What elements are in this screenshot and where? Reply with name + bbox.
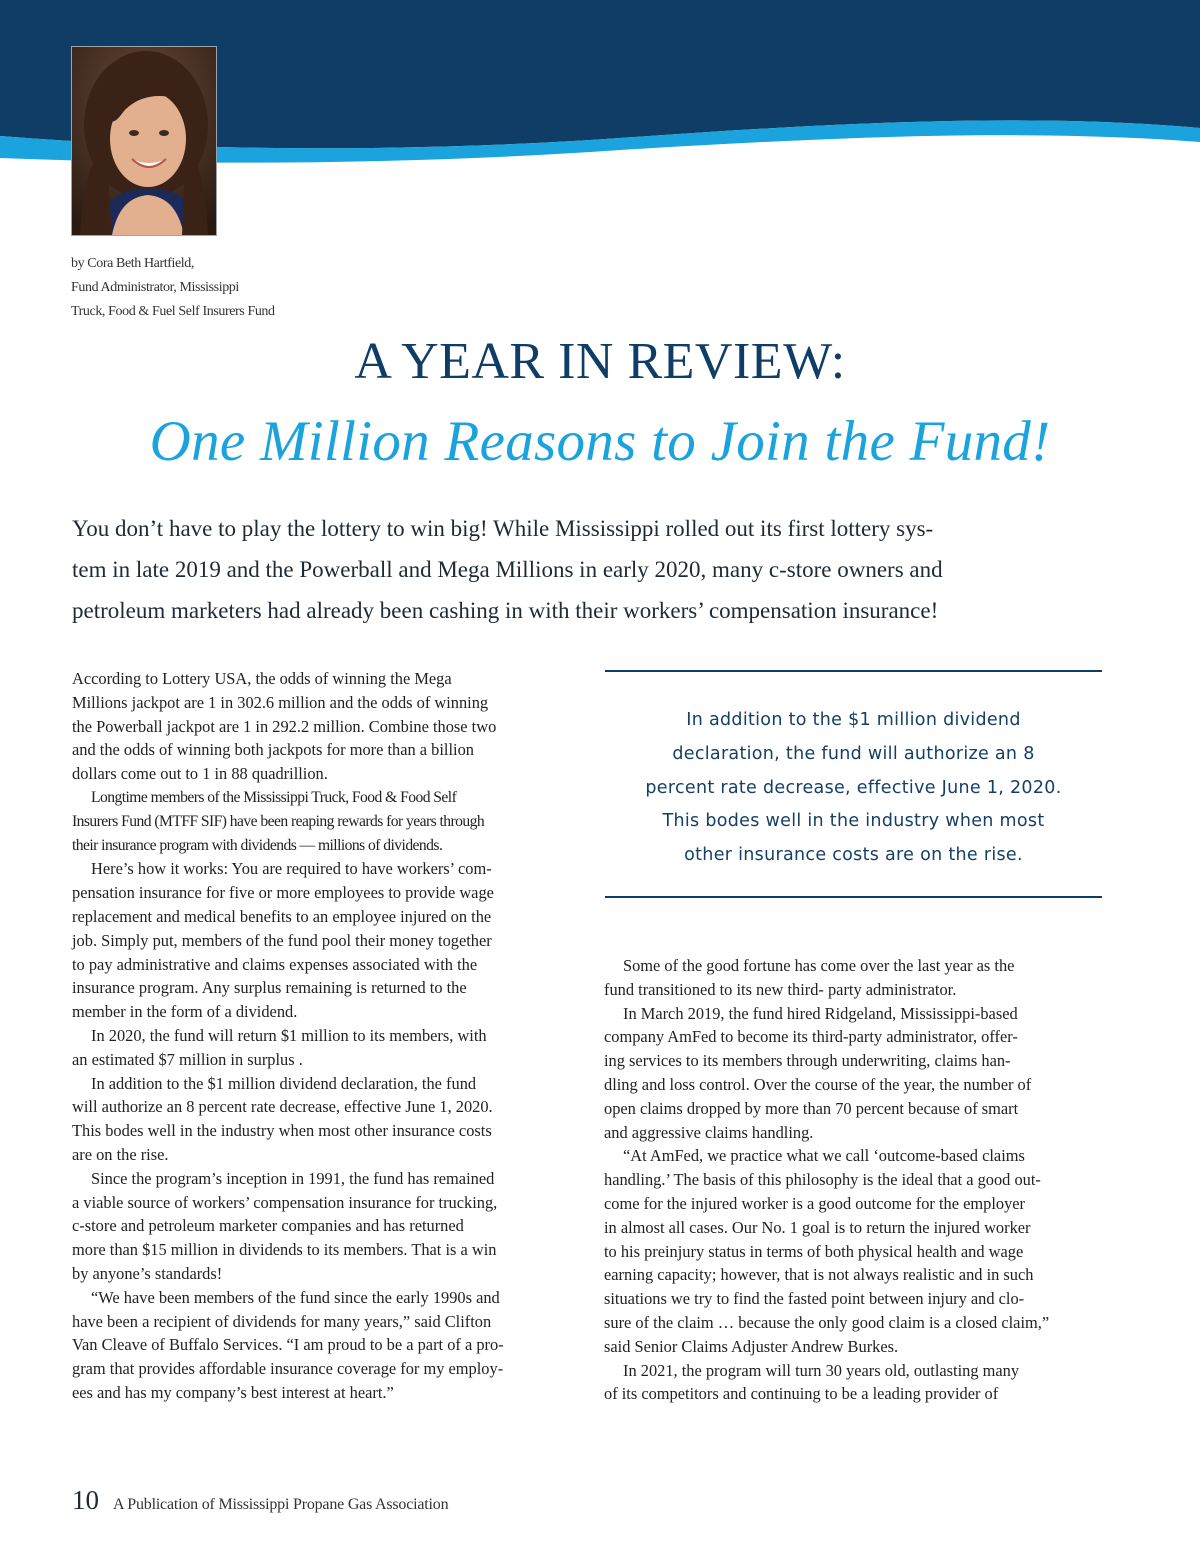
body-line: Here’s how it works: You are required to have workers’ com- <box>91 859 492 879</box>
body-line: and aggressive claims handling. <box>604 1122 814 1142</box>
byline-author: by Cora Beth Hartfield, <box>71 256 194 271</box>
body-line: by anyone’s standards! <box>72 1263 223 1283</box>
body-line: are on the rise. <box>72 1144 169 1164</box>
body-line: to pay administrative and claims expenses associated with the <box>72 954 478 974</box>
body-line: more than $15 million in dividends to its members. That is a win <box>72 1240 497 1260</box>
page-subtitle: One Million Reasons to Join the Fund! <box>149 410 1051 473</box>
body-line: to his preinjury status in terms of both physical health and wage <box>604 1241 1024 1261</box>
body-line: the Powerball jackpot are 1 in 292.2 million. Combine those two <box>72 716 497 736</box>
body-line: job. Simply put, members of the fund pool their money together <box>72 930 492 950</box>
body-line: open claims dropped by more than 70 percent because of smart <box>604 1098 1019 1118</box>
body-line: Some of the good fortune has come over the last year as the <box>623 956 1015 975</box>
body-line: and the odds of winning both jackpots for more than a billion <box>72 740 474 760</box>
body-line: Longtime members of the Mississippi Truck, Food & Food Self <box>91 788 457 806</box>
body-line: dling and loss control. Over the course of the year, the number of <box>604 1074 1032 1094</box>
body-line: Millions jackpot are 1 in 302.6 million and the odds of winning <box>72 692 489 712</box>
body-line: replacement and medical benefits to an employee injured on the <box>72 906 492 926</box>
body-line: in almost all cases. Our No. 1 goal is to return the injured worker <box>604 1217 1031 1237</box>
body-line: said Senior Claims Adjuster Andrew Burkes. <box>604 1336 899 1356</box>
body-line: c-store and petroleum marketer companies and has returned <box>72 1216 464 1236</box>
body-line: Van Cleave of Buffalo Services. “I am proud to be a part of a pro- <box>72 1335 504 1355</box>
body-line: situations we try to find the fasted point between injury and clo- <box>604 1289 1025 1309</box>
body-line: In March 2019, the fund hired Ridgeland, Mississippi-based <box>623 1003 1018 1023</box>
intro-paragraph <box>72 508 1132 631</box>
page-number: 10 <box>72 1485 99 1515</box>
publication-name: A Publication of Mississippi Propane Gas Association <box>113 1496 449 1513</box>
body-line: earning capacity; however, that is not always realistic and in such <box>604 1265 1034 1285</box>
body-line: of its competitors and continuing to be a leading provider of <box>604 1384 999 1404</box>
body-line: pensation insurance for five or more employees to provide wage <box>72 883 494 903</box>
right-column <box>604 954 1104 1406</box>
page-footer <box>72 1485 772 1525</box>
pull-quote-text <box>605 704 1102 873</box>
body-line: gram that provides affordable insurance coverage for my employ- <box>72 1359 504 1379</box>
body-line: “We have been members of the fund since the early 1990s and <box>91 1287 500 1307</box>
pull-quote <box>605 670 1102 898</box>
author-portrait-icon <box>72 47 216 235</box>
left-column <box>72 667 572 1405</box>
pull-quote-line: In addition to the $1 million dividend <box>686 710 1021 730</box>
body-line: In 2020, the fund will return $1 million to its members, with <box>91 1025 487 1045</box>
body-line: member in the form of a dividend. <box>72 1002 298 1022</box>
body-line: have been a recipient of dividends for many years,” said Clifton <box>72 1311 492 1331</box>
body-line: come for the injured worker is a good outcome for the employer <box>604 1193 1026 1213</box>
body-line: an estimated $7 million in surplus . <box>72 1049 303 1069</box>
pull-quote-line: This bodes well in the industry when most <box>662 811 1045 832</box>
body-line: a viable source of workers’ compensation insurance for trucking, <box>72 1192 498 1212</box>
page-title: A YEAR IN REVIEW: <box>354 333 846 390</box>
body-line: Insurers Fund (MTFF SIF) have been reaping rewards for years through <box>72 812 485 830</box>
body-line: “At AmFed, we practice what we call ‘outcome-based claims <box>623 1146 1025 1166</box>
body-line: sure of the claim … because the only good claim is a closed claim,” <box>604 1312 1050 1332</box>
author-photo <box>71 46 217 236</box>
body-line: ing services to its members through underwriting, claims han- <box>604 1051 1011 1071</box>
pull-quote-line: other insurance costs are on the rise. <box>684 845 1023 866</box>
body-line: insurance program. Any surplus remaining is returned to the <box>72 978 467 998</box>
body-line: ees and has my company’s best interest at heart.” <box>72 1382 394 1402</box>
body-line: their insurance program with dividends — millions of dividends. <box>72 836 443 854</box>
byline-role: Fund Administrator, Mississippi <box>71 280 239 295</box>
body-line: In addition to the $1 million dividend declaration, the fund <box>91 1073 477 1093</box>
body-line: handling.’ The basis of this philosophy is the ideal that a good out- <box>604 1170 1041 1190</box>
intro-line: You don’t have to play the lottery to win big! While Mississippi rolled out its first lottery sys- <box>72 516 934 541</box>
body-line: dollars come out to 1 in 88 quadrillion. <box>72 764 328 784</box>
body-line: will authorize an 8 percent rate decrease, effective June 1, 2020. <box>72 1097 493 1117</box>
byline <box>71 252 331 324</box>
body-line: This bodes well in the industry when most other insurance costs <box>72 1121 492 1141</box>
body-line: Since the program’s inception in 1991, the fund has remained <box>91 1168 495 1188</box>
body-line: fund transitioned to its new third- party administrator. <box>604 979 957 999</box>
body-line: In 2021, the program will turn 30 years old, outlasting many <box>623 1360 1020 1380</box>
intro-line: tem in late 2019 and the Powerball and Mega Millions in early 2020, many c-store owners and <box>72 557 943 582</box>
byline-organization: Truck, Food & Fuel Self Insurers Fund <box>71 304 275 319</box>
pull-quote-line: percent rate decrease, effective June 1, 2020. <box>645 777 1062 798</box>
body-line: company AmFed to become its third-party administrator, offer- <box>604 1027 1018 1047</box>
body-line: According to Lottery USA, the odds of winning the Mega <box>72 669 452 688</box>
intro-line: petroleum marketers had already been cashing in with their workers’ compensation insurance! <box>72 598 939 623</box>
pull-quote-line: declaration, the fund will authorize an 8 <box>672 743 1035 764</box>
